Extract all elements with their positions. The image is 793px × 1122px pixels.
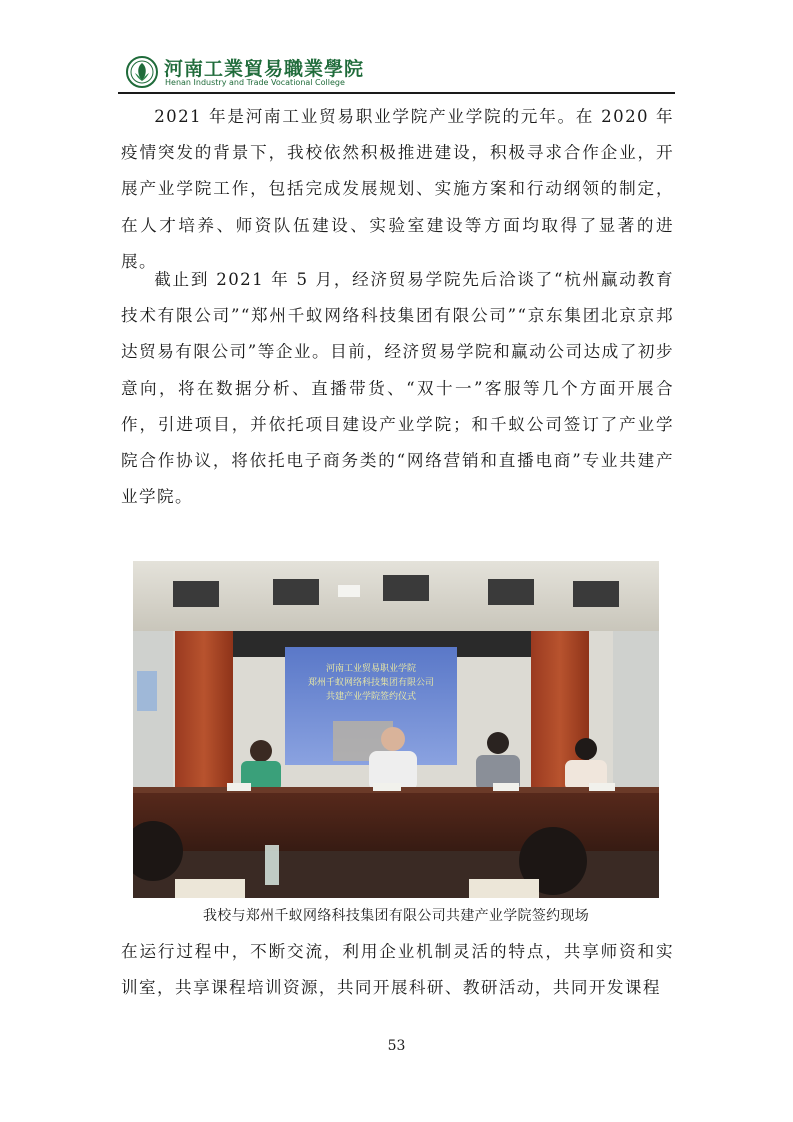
signing-ceremony-illustration — [133, 561, 659, 898]
screen-line-2: 郑州千蚁网络科技集团有限公司 — [307, 678, 435, 688]
paragraph-continuation-block — [121, 934, 674, 1006]
photo-caption: 我校与郑州千蚁网络科技集团有限公司共建产业学院签约现场 — [202, 908, 590, 924]
paragraph-intro: 2021 年是河南工业贸易职业学院产业学院的元年。在 2020 年疫情突发的背景下，我校依然积极推进建设，积极寻求合作企业，开展产业学院工作，包括完成发展规划、实施方案和行动纲领的制定，在人才培养、师资队伍建设、实验室建设等方面均取得了显著的进展。 — [121, 107, 674, 271]
signing-ceremony-photo — [133, 561, 659, 898]
page-header — [118, 50, 675, 94]
screen-line-1: 河南工业贸易职业学院 — [325, 664, 417, 674]
college-logo-icon — [126, 56, 158, 88]
college-name: 河南工業貿易職業學院 — [164, 58, 365, 80]
screen-line-3: 共建产业学院签约仪式 — [325, 692, 417, 702]
paragraph-intro-block — [121, 99, 674, 280]
paragraph-continuation: 在运行过程中，不断交流，利用企业机制灵活的特点，共享师资和实训室，共享课程培训资源，共同开展科研、教研活动，共同开发课程 — [121, 942, 674, 998]
paragraph-progress-block — [121, 262, 674, 515]
page-number: 53 — [387, 1038, 406, 1054]
college-name-english: Henan Industry and Trade Vocational College — [165, 78, 345, 87]
header-rule — [118, 92, 675, 94]
paragraph-progress: 截止到 2021 年 5 月，经济贸易学院先后洽谈了“杭州赢动教育技术有限公司”“郑州千蚁网络科技集团有限公司”“京东集团北京京邦达贸易有限公司”等企业。目前，经济贸易学院和赢动公司达成了初步意向，将在数据分析、直播带货、“双十一”客服等几个方面开展合作，引进项目，并依托项目建设产业学院；和千蚁公司签订了产业学院合作协议，将依托电子商务类的“网络营销和直播电商”专业共建产业学院。 — [121, 270, 674, 507]
